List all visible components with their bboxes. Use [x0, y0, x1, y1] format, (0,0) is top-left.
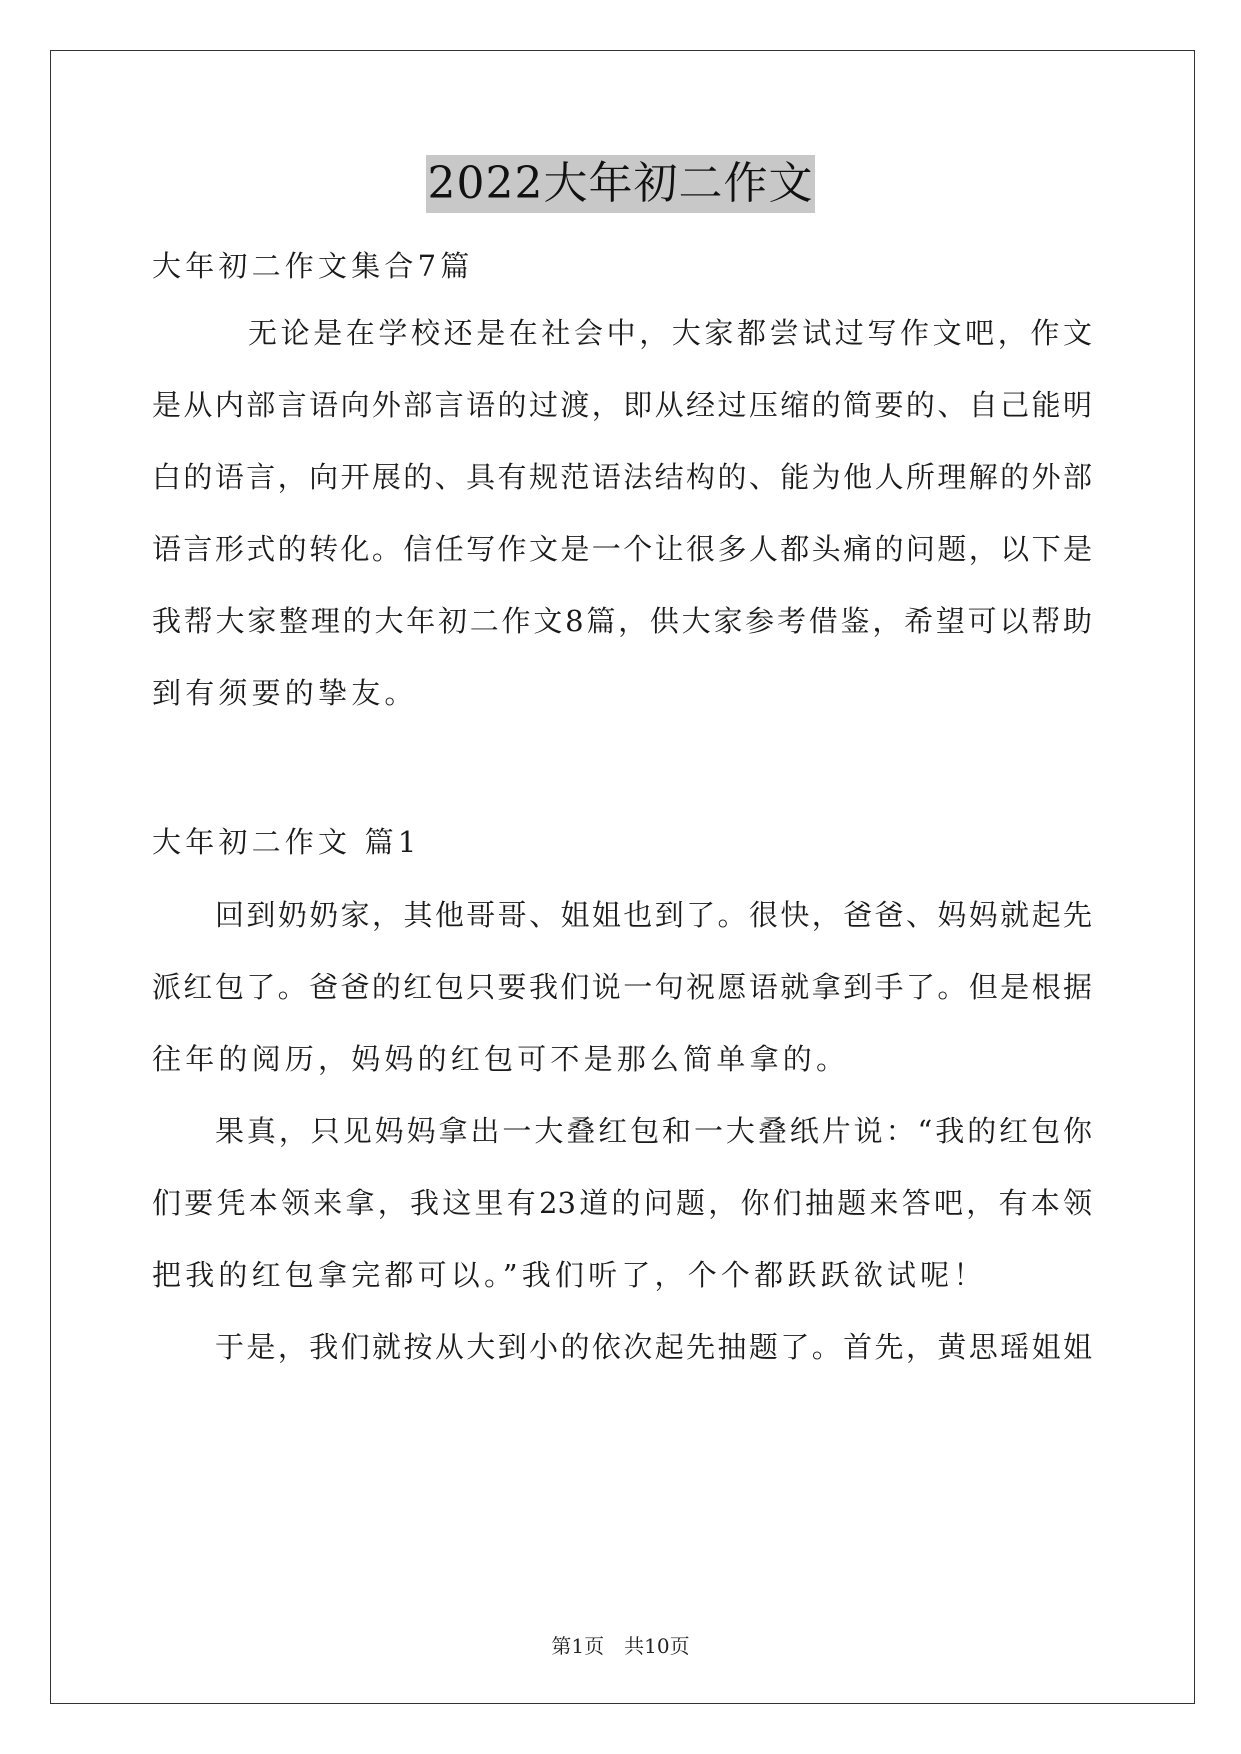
intro-line: 无论是在学校还是在社会中，大家都尝试过写作文吧，作文	[248, 316, 1092, 350]
page-border	[50, 50, 1195, 1704]
title-container	[0, 155, 1241, 213]
intro-line: 是从内部言语向外部言语的过渡，即从经过压缩的简要的、自己能明	[152, 388, 1092, 422]
page-number: 第1页	[551, 1634, 605, 1658]
body-line: 往年的阅历，妈妈的红包可不是那么简单拿的。	[152, 1042, 850, 1076]
document-title: 2022大年初二作文	[426, 155, 816, 213]
intro-line: 语言形式的转化。信任写作文是一个让很多人都头痛的问题，以下是	[152, 532, 1092, 566]
body-line: 回到奶奶家，其他哥哥、姐姐也到了。很快，爸爸、妈妈就起先	[215, 898, 1092, 932]
intro-line: 到有须要的挚友。	[152, 676, 418, 710]
body-line: 把我的红包拿完都可以。”我们听了，个个都跃跃欲试呢！	[152, 1258, 987, 1292]
section-heading: 大年初二作文 篇1	[152, 825, 421, 859]
body-line: 果真，只见妈妈拿出一大叠红包和一大叠纸片说：“我的红包你	[215, 1114, 1092, 1148]
intro-line: 我帮大家整理的大年初二作文8篇，供大家参考借鉴，希望可以帮助	[152, 604, 1092, 638]
page-footer	[0, 1633, 1241, 1659]
page-total: 共10页	[624, 1634, 690, 1658]
body-line: 们要凭本领来拿，我这里有23道的问题，你们抽题来答吧，有本领	[152, 1186, 1092, 1220]
document-subtitle: 大年初二作文集合7篇	[152, 249, 474, 283]
intro-line: 白的语言，向开展的、具有规范语法结构的、能为他人所理解的外部	[152, 460, 1092, 494]
body-line: 派红包了。爸爸的红包只要我们说一句祝愿语就拿到手了。但是根据	[152, 970, 1092, 1004]
body-line: 于是，我们就按从大到小的依次起先抽题了。首先，黄思瑶姐姐	[215, 1330, 1092, 1364]
